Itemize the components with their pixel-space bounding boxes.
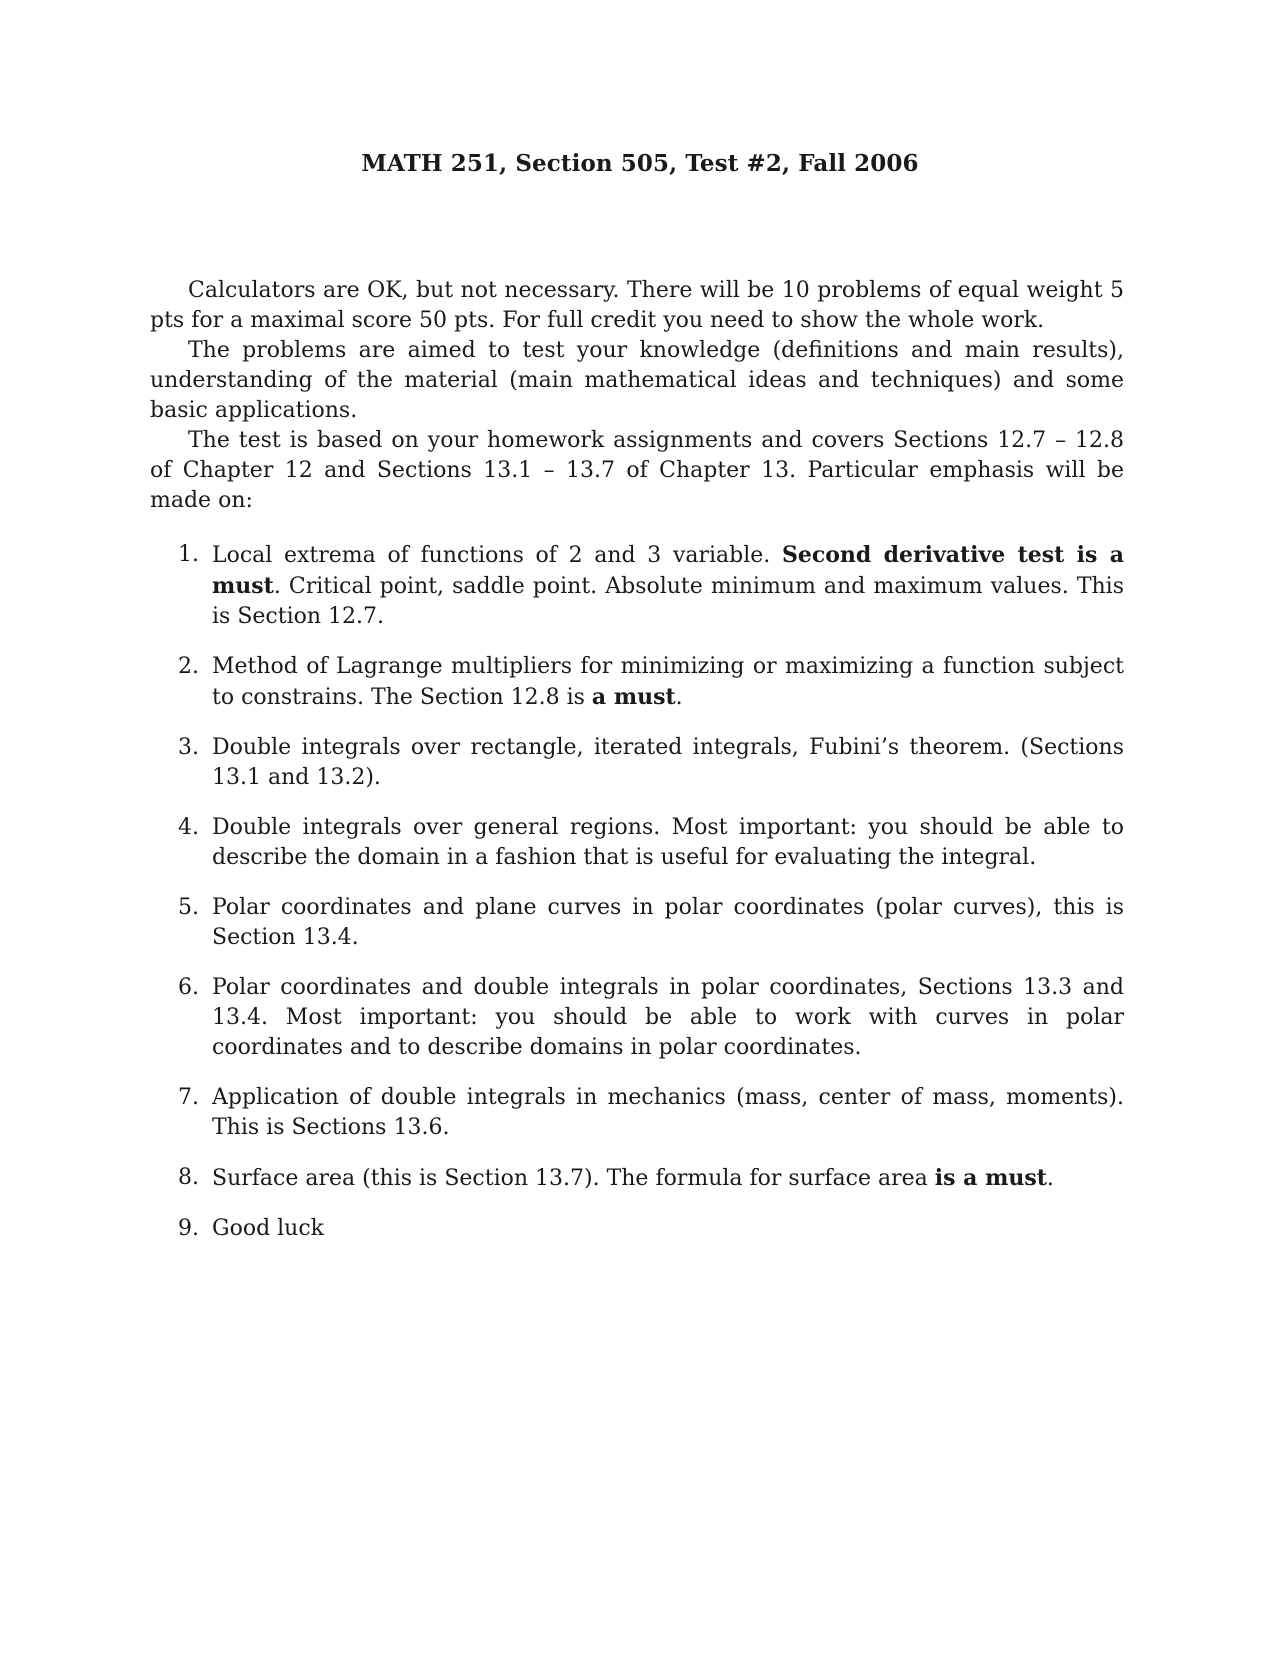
list-item bbox=[150, 652, 1124, 713]
item-number: 5. bbox=[178, 895, 199, 920]
item-text: . Critical point, saddle point. Absolute minimum and maximum values. This is Section 12.7. bbox=[212, 574, 1124, 629]
list-item bbox=[150, 540, 1124, 632]
document-title: MATH 251, Section 505, Test #2, Fall 2006 bbox=[361, 150, 919, 177]
item-number: 6. bbox=[178, 975, 199, 1000]
item-text: Application of double integrals in mechanics (mass, center of mass, moments). This is Sections 13.6. bbox=[212, 1085, 1124, 1140]
item-number: 7. bbox=[178, 1085, 199, 1110]
item-text: Surface area (this is Section 13.7). The formula for surface area bbox=[212, 1166, 935, 1191]
list-item bbox=[150, 1083, 1124, 1143]
item-emphasis: a must bbox=[591, 684, 676, 710]
item-text: Method of Lagrange multipliers for minimizing or maximizing a function subject to constrains. The Section 12.8 is bbox=[212, 654, 1124, 710]
item-number: 2. bbox=[178, 654, 199, 679]
item-number: 3. bbox=[178, 735, 199, 760]
list-item bbox=[150, 893, 1124, 953]
item-text: . bbox=[1046, 1166, 1054, 1191]
intro-paragraph-calculators: Calculators are OK, but not necessary. There will be 10 problems of equal weight 5 pts for a maximal score 50 pts. For full credit you need to show the whole work. bbox=[150, 278, 1124, 333]
item-text: Double integrals over rectangle, iterated integrals, Fubini’s theorem. (Sections 13.1 and 13.2). bbox=[212, 735, 1124, 790]
item-text: Polar coordinates and plane curves in polar coordinates (polar curves), this is Section 13.4. bbox=[212, 895, 1124, 950]
list-item bbox=[150, 1163, 1124, 1194]
list-item bbox=[150, 973, 1124, 1063]
item-number: 8. bbox=[178, 1165, 199, 1190]
item-emphasis: Second derivative test is a must bbox=[212, 542, 1124, 599]
list-item bbox=[150, 1214, 1124, 1244]
topics-list bbox=[150, 540, 1124, 1244]
item-number: 9. bbox=[178, 1216, 199, 1241]
item-emphasis: is a must bbox=[934, 1165, 1047, 1191]
list-item bbox=[150, 813, 1124, 873]
item-text: Local extrema of functions of 2 and 3 variable. bbox=[212, 543, 782, 568]
item-text: Polar coordinates and double integrals in polar coordinates, Sections 13.3 and 13.4. Most important: you should be able to work with curves in polar coordinates and to describe domains in polar coordinates. bbox=[212, 975, 1124, 1060]
intro-paragraph-coverage: The test is based on your homework assignments and covers Sections 12.7 – 12.8 of Chapter 12 and Sections 13.1 – 13.7 of Chapter 13. Particular emphasis will be made on: bbox=[150, 428, 1124, 513]
item-number: 4. bbox=[178, 815, 199, 840]
item-text: Good luck bbox=[212, 1216, 324, 1241]
intro-paragraph-aims: The problems are aimed to test your knowledge (definitions and main results), understanding of the material (main mathematical ideas and techniques) and some basic applications. bbox=[150, 338, 1124, 423]
list-item bbox=[150, 733, 1124, 793]
document-body bbox=[150, 276, 1124, 1264]
item-text: . bbox=[675, 685, 683, 710]
item-text: Double integrals over general regions. Most important: you should be able to describe the domain in a fashion that is useful for evaluating the integral. bbox=[212, 815, 1124, 870]
item-number: 1. bbox=[178, 542, 199, 567]
